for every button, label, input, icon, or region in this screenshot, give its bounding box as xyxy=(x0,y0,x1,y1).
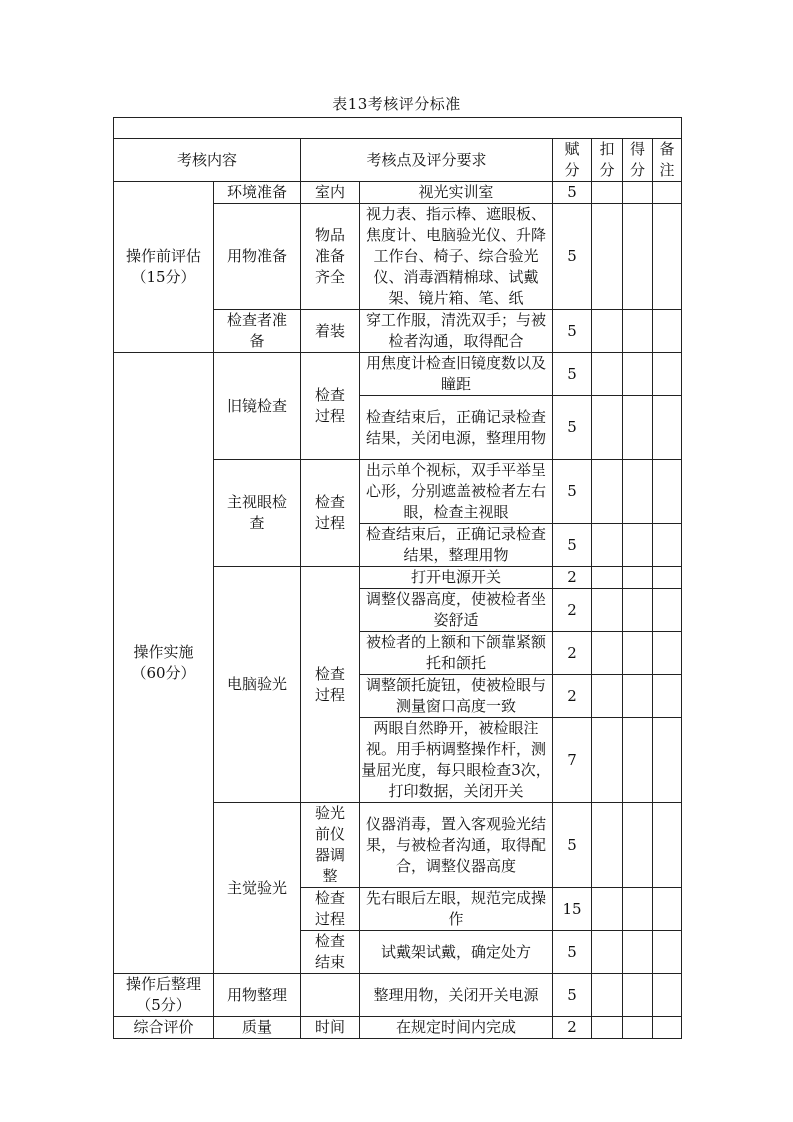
score-cell xyxy=(623,182,653,204)
remark-cell xyxy=(653,931,682,974)
header-points: 考核点及评分要求 xyxy=(301,139,553,182)
remark-cell xyxy=(653,310,682,353)
table-row xyxy=(114,182,682,204)
req-cell: 先右眼后左眼，规范完成操作 xyxy=(360,888,553,931)
table-row xyxy=(114,974,682,1017)
sub-cell: 着装 xyxy=(301,310,360,353)
score-cell xyxy=(623,567,653,589)
points-cell: 5 xyxy=(553,396,592,460)
score-cell xyxy=(623,675,653,718)
points-cell: 2 xyxy=(553,589,592,632)
section-cell: 操作实施 （60分） xyxy=(114,353,214,974)
item-cell: 主觉验光 xyxy=(214,803,301,974)
item-cell: 环境准备 xyxy=(214,182,301,204)
req-cell: 调整颌托旋钮，使被检眼与测量窗口高度一致 xyxy=(360,675,553,718)
points-cell: 5 xyxy=(553,931,592,974)
sub-cell: 检查 过程 xyxy=(301,353,360,460)
remark-cell xyxy=(653,182,682,204)
item-cell: 质量 xyxy=(214,1017,301,1039)
score-cell xyxy=(623,718,653,803)
req-cell: 用焦度计检查旧镜度数以及瞳距 xyxy=(360,353,553,396)
score-cell xyxy=(623,1017,653,1039)
points-cell: 5 xyxy=(553,182,592,204)
req-cell: 检查结束后，正确记录检查结果，整理用物 xyxy=(360,524,553,567)
remark-cell xyxy=(653,353,682,396)
item-cell: 检查者准 备 xyxy=(214,310,301,353)
score-cell xyxy=(623,589,653,632)
req-cell: 视光实训室 xyxy=(360,182,553,204)
score-cell xyxy=(623,353,653,396)
sub-cell: 检查 过程 xyxy=(301,567,360,803)
points-cell: 5 xyxy=(553,803,592,888)
item-cell: 旧镜检查 xyxy=(214,353,301,460)
section-cell: 操作前评估 （15分） xyxy=(114,182,214,353)
header-assign: 赋 分 xyxy=(553,139,592,182)
remark-cell xyxy=(653,974,682,1017)
points-cell: 15 xyxy=(553,888,592,931)
score-cell xyxy=(623,460,653,524)
deduct-cell xyxy=(592,460,623,524)
deduct-cell xyxy=(592,567,623,589)
section-cell: 综合评价 xyxy=(114,1017,214,1039)
points-cell: 5 xyxy=(553,204,592,310)
points-cell: 2 xyxy=(553,567,592,589)
sub-cell: 检查 过程 xyxy=(301,888,360,931)
score-cell xyxy=(623,310,653,353)
remark-cell xyxy=(653,204,682,310)
req-cell: 出示单个视标，双手平举呈心形，分别遮盖被检者左右眼，检查主视眼 xyxy=(360,460,553,524)
deduct-cell xyxy=(592,1017,623,1039)
deduct-cell xyxy=(592,888,623,931)
score-cell xyxy=(623,931,653,974)
table-title: 表13考核评分标准 xyxy=(332,95,461,113)
score-cell xyxy=(623,974,653,1017)
remark-cell xyxy=(653,1017,682,1039)
item-cell: 用物准备 xyxy=(214,204,301,310)
req-cell: 穿工作服，清洗双手；与被检者沟通，取得配合 xyxy=(360,310,553,353)
remark-cell xyxy=(653,803,682,888)
blank-cell xyxy=(114,118,682,139)
section-cell: 操作后整理 （5分） xyxy=(114,974,214,1017)
item-cell: 电脑验光 xyxy=(214,567,301,803)
req-cell: 调整仪器高度，使被检者坐姿舒适 xyxy=(360,589,553,632)
sub-cell: 室内 xyxy=(301,182,360,204)
deduct-cell xyxy=(592,974,623,1017)
req-cell: 被检者的上额和下颌靠紧额托和颌托 xyxy=(360,632,553,675)
points-cell: 2 xyxy=(553,632,592,675)
sub-cell: 检查 过程 xyxy=(301,460,360,567)
remark-cell xyxy=(653,888,682,931)
table-row xyxy=(114,353,682,396)
remark-cell xyxy=(653,460,682,524)
scoring-table xyxy=(113,117,682,1039)
deduct-cell xyxy=(592,353,623,396)
points-cell: 5 xyxy=(553,524,592,567)
deduct-cell xyxy=(592,931,623,974)
points-cell: 5 xyxy=(553,310,592,353)
deduct-cell xyxy=(592,589,623,632)
deduct-cell xyxy=(592,675,623,718)
sub-cell xyxy=(301,974,360,1017)
blank-row xyxy=(114,118,682,139)
deduct-cell xyxy=(592,204,623,310)
req-cell: 视力表、指示棒、遮眼板、焦度计、电脑验光仪、升降工作台、椅子、综合验光仪、消毒酒精棉球、试戴架、镜片箱、笔、纸 xyxy=(360,204,553,310)
score-cell xyxy=(623,204,653,310)
req-cell: 仪器消毒，置入客观验光结果，与被检者沟通，取得配合，调整仪器高度 xyxy=(360,803,553,888)
score-cell xyxy=(623,524,653,567)
score-cell xyxy=(623,803,653,888)
remark-cell xyxy=(653,718,682,803)
deduct-cell xyxy=(592,632,623,675)
points-cell: 2 xyxy=(553,1017,592,1039)
header-row xyxy=(114,139,682,182)
sub-cell: 检查 结束 xyxy=(301,931,360,974)
sub-cell: 验光 前仪 器调 整 xyxy=(301,803,360,888)
req-cell: 试戴架试戴，确定处方 xyxy=(360,931,553,974)
deduct-cell xyxy=(592,396,623,460)
points-cell: 5 xyxy=(553,353,592,396)
deduct-cell xyxy=(592,803,623,888)
req-cell: 检查结束后，正确记录检查结果，关闭电源，整理用物 xyxy=(360,396,553,460)
score-cell xyxy=(623,888,653,931)
header-remark: 备 注 xyxy=(653,139,682,182)
remark-cell xyxy=(653,589,682,632)
deduct-cell xyxy=(592,182,623,204)
remark-cell xyxy=(653,524,682,567)
table-row xyxy=(114,1017,682,1039)
item-cell: 主视眼检 查 xyxy=(214,460,301,567)
score-cell xyxy=(623,396,653,460)
remark-cell xyxy=(653,396,682,460)
points-cell: 2 xyxy=(553,675,592,718)
sub-cell: 物品 准备 齐全 xyxy=(301,204,360,310)
req-cell: 整理用物，关闭开关电源 xyxy=(360,974,553,1017)
deduct-cell xyxy=(592,310,623,353)
remark-cell xyxy=(653,675,682,718)
req-cell: 两眼自然睁开，被检眼注视。用手柄调整操作杆，测量屈光度，每只眼检查3次，打印数据，关闭开关 xyxy=(360,718,553,803)
remark-cell xyxy=(653,567,682,589)
deduct-cell xyxy=(592,524,623,567)
header-deduct: 扣 分 xyxy=(592,139,623,182)
header-score: 得 分 xyxy=(623,139,653,182)
sub-cell: 时间 xyxy=(301,1017,360,1039)
remark-cell xyxy=(653,632,682,675)
points-cell: 5 xyxy=(553,460,592,524)
points-cell: 5 xyxy=(553,974,592,1017)
score-cell xyxy=(623,632,653,675)
req-cell: 打开电源开关 xyxy=(360,567,553,589)
deduct-cell xyxy=(592,718,623,803)
item-cell: 用物整理 xyxy=(214,974,301,1017)
header-content: 考核内容 xyxy=(114,139,301,182)
req-cell: 在规定时间内完成 xyxy=(360,1017,553,1039)
points-cell: 7 xyxy=(553,718,592,803)
